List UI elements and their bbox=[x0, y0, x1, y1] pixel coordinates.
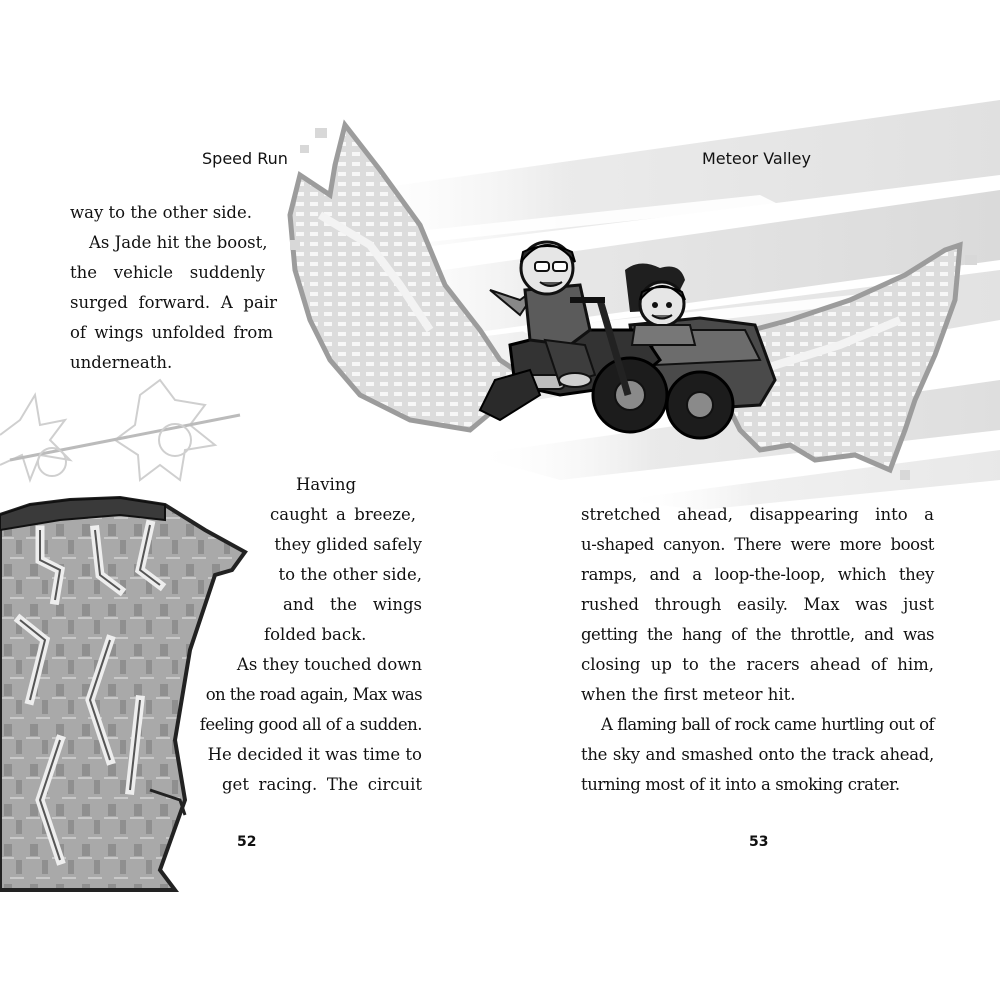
text-line: the sky and smashed onto the track ahead, bbox=[581, 745, 934, 764]
text-line: when the first meteor hit. bbox=[581, 685, 796, 704]
text-line: He decided it was time to bbox=[207, 745, 422, 764]
text-line: they glided safely bbox=[274, 535, 422, 554]
text-line: folded back. bbox=[264, 625, 367, 644]
text-line: A flaming ball of rock came hurtling out of bbox=[601, 715, 934, 734]
left-running-head: Speed Run bbox=[202, 149, 288, 168]
text-line: stretched ahead, disappearing into a bbox=[581, 505, 934, 524]
text-line: getting the hang of the throttle, and was bbox=[581, 625, 934, 644]
text-line: Having bbox=[296, 475, 357, 494]
left-page-number: 52 bbox=[237, 834, 257, 850]
text-line: surged forward. A pair bbox=[70, 293, 277, 312]
right-page-number: 53 bbox=[749, 834, 769, 850]
text-line: caught a breeze, bbox=[270, 505, 416, 524]
text-line: rushed through easily. Max was just bbox=[581, 595, 934, 614]
text-line: turning most of it into a smoking crater. bbox=[581, 775, 900, 794]
text-line: ramps, and a loop-the-loop, which they bbox=[581, 565, 934, 584]
text-line: and the wings bbox=[283, 595, 422, 614]
impact-flash bbox=[0, 380, 240, 480]
text-line: way to the other side. bbox=[70, 203, 253, 222]
text-line: feeling good all of a sudden. bbox=[199, 715, 422, 734]
text-line: As they touched down bbox=[236, 655, 422, 674]
text-line: of wings unfolded from bbox=[70, 323, 273, 342]
text-line: closing up to the racers ahead of him, bbox=[581, 655, 934, 674]
text-line: the vehicle suddenly bbox=[70, 263, 265, 282]
text-line: get racing. The circuit bbox=[222, 775, 422, 794]
right-running-head: Meteor Valley bbox=[702, 149, 811, 168]
text-line: underneath. bbox=[70, 353, 173, 372]
text-line: As Jade hit the boost, bbox=[89, 233, 268, 252]
text-line: on the road again, Max was bbox=[205, 685, 422, 704]
text-line: u-shaped canyon. There were more boost bbox=[581, 535, 934, 554]
text-line: to the other side, bbox=[278, 565, 422, 584]
